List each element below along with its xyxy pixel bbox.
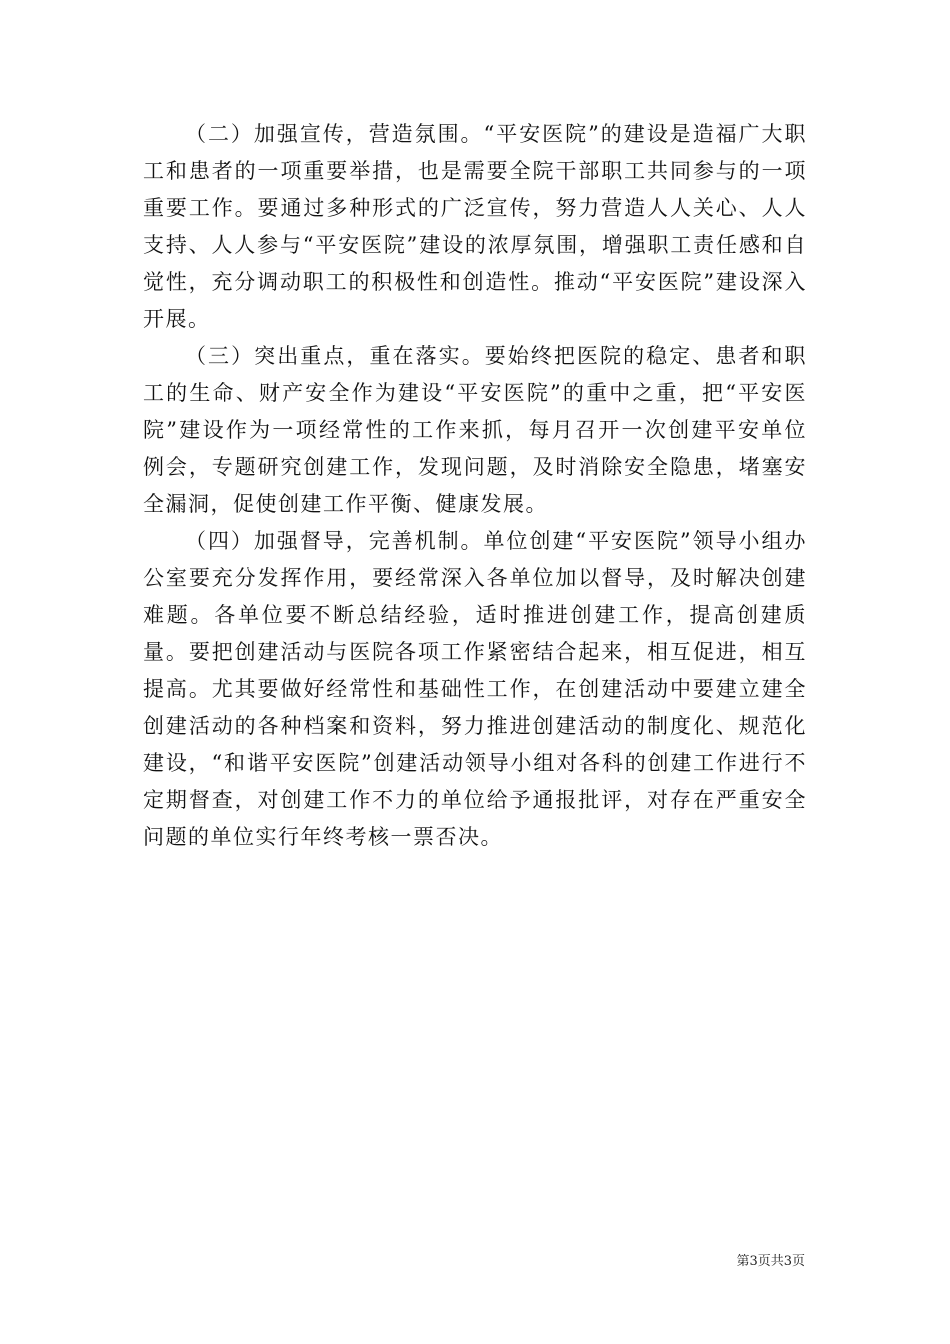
page-number-footer: 第3页共3页 [736, 1254, 805, 1269]
paragraph-publicity: （二）加强宣传，营造氛围。“平安医院”的建设是造福广大职工和患者的一项重要举措，也是需要全院干部职工共同参与的一项重要工作。要通过多种形式的广泛宣传，努力营造人人关心、人人支持、人人参与“平安医院”建设的浓厚氛围，增强职工责任感和自觉性，充分调动职工的积极性和创造性。推动“平安医院”建设深入开展。 [143, 122, 807, 331]
paragraph-supervision: （四）加强督导，完善机制。单位创建“平安医院”领导小组办公室要充分发挥作用，要经常深入各单位加以督导，及时解决创建难题。各单位要不断总结经验，适时推进创建工作，提高创建质量。要把创建活动与医院各项工作紧密结合起来，相互促进，相互提高。尤其要做好经常性和基础性工作，在创建活动中要建立建全创建活动的各种档案和资料，努力推进创建活动的制度化、规范化建设，“和谐平安医院”创建活动领导小组对各科的创建工作进行不定期督查，对创建工作不力的单位给予通报批评，对存在严重安全问题的单位实行年终考核一票否决。 [143, 529, 807, 849]
document-body [143, 116, 807, 856]
paragraph-key-points: （三）突出重点，重在落实。要始终把医院的稳定、患者和职工的生命、财产安全作为建设“平安医院”的重中之重，把“平安医院”建设作为一项经常性的工作来抓，每月召开一次创建平安单位例会，专题研究创建工作，发现问题，及时消除安全隐患，堵塞安全漏洞，促使创建工作平衡、健康发展。 [143, 344, 807, 516]
